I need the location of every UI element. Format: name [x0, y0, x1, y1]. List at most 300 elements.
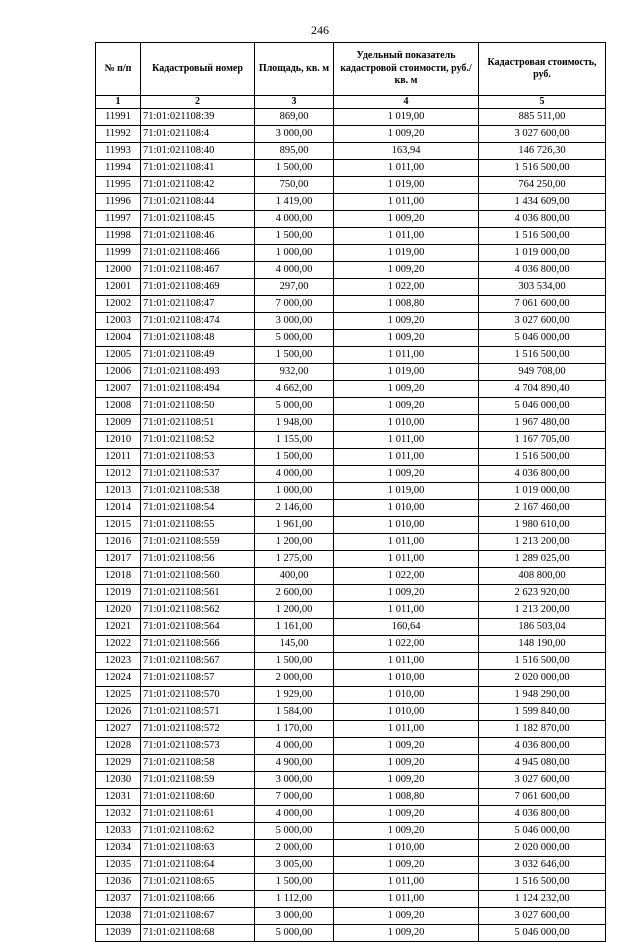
row-number-cell: 12006: [96, 364, 141, 381]
cadastral-value-cell: 1 213 200,00: [479, 602, 606, 619]
cadastral-value-cell: 146 726,30: [479, 143, 606, 160]
specific-value-cell: 1 009,20: [334, 857, 479, 874]
specific-value-cell: 1 009,20: [334, 398, 479, 415]
specific-value-cell: 1 010,00: [334, 687, 479, 704]
cadastral-number-cell: 71:01:021108:62: [141, 823, 255, 840]
table-header: [96, 43, 606, 109]
cadastral-table: [95, 42, 606, 942]
area-cell: 869,00: [255, 109, 334, 126]
cadastral-number-cell: 71:01:021108:63: [141, 840, 255, 857]
area-cell: 1 000,00: [255, 483, 334, 500]
area-cell: 3 000,00: [255, 908, 334, 925]
specific-value-cell: 1 010,00: [334, 517, 479, 534]
column-number-5: 5: [479, 96, 606, 109]
row-number-cell: 12017: [96, 551, 141, 568]
table-row: [96, 823, 606, 840]
row-number-cell: 12012: [96, 466, 141, 483]
cadastral-number-cell: 71:01:021108:561: [141, 585, 255, 602]
row-number-cell: 11992: [96, 126, 141, 143]
specific-value-cell: 163,94: [334, 143, 479, 160]
area-cell: 3 000,00: [255, 126, 334, 143]
cadastral-value-cell: 2 020 000,00: [479, 670, 606, 687]
area-cell: 4 000,00: [255, 738, 334, 755]
cadastral-value-cell: 4 036 800,00: [479, 262, 606, 279]
row-number-cell: 11991: [96, 109, 141, 126]
area-cell: 1 200,00: [255, 534, 334, 551]
row-number-cell: 12036: [96, 874, 141, 891]
row-number-cell: 11996: [96, 194, 141, 211]
specific-value-cell: 1 009,20: [334, 330, 479, 347]
cadastral-value-cell: 1 289 025,00: [479, 551, 606, 568]
specific-value-cell: 1 019,00: [334, 177, 479, 194]
row-number-cell: 12039: [96, 925, 141, 942]
row-number-cell: 11998: [96, 228, 141, 245]
cadastral-value-cell: 1 599 840,00: [479, 704, 606, 721]
area-cell: 5 000,00: [255, 823, 334, 840]
area-cell: 4 662,00: [255, 381, 334, 398]
area-cell: 1 155,00: [255, 432, 334, 449]
cadastral-number-cell: 71:01:021108:494: [141, 381, 255, 398]
cadastral-value-cell: 1 167 705,00: [479, 432, 606, 449]
cadastral-value-cell: 5 046 000,00: [479, 398, 606, 415]
table-row: [96, 177, 606, 194]
specific-value-cell: 1 019,00: [334, 245, 479, 262]
row-number-cell: 11997: [96, 211, 141, 228]
row-number-cell: 12010: [96, 432, 141, 449]
table-row: [96, 449, 606, 466]
row-number-cell: 12031: [96, 789, 141, 806]
table-row: [96, 313, 606, 330]
specific-value-cell: 1 009,20: [334, 925, 479, 942]
cadastral-number-cell: 71:01:021108:42: [141, 177, 255, 194]
cadastral-value-cell: 1 516 500,00: [479, 653, 606, 670]
cadastral-value-cell: 7 061 600,00: [479, 789, 606, 806]
cadastral-number-cell: 71:01:021108:66: [141, 891, 255, 908]
cadastral-number-cell: 71:01:021108:61: [141, 806, 255, 823]
area-cell: 1 500,00: [255, 347, 334, 364]
table-row: [96, 840, 606, 857]
table-row: [96, 279, 606, 296]
area-cell: 5 000,00: [255, 330, 334, 347]
row-number-cell: 12003: [96, 313, 141, 330]
row-number-cell: 12037: [96, 891, 141, 908]
area-cell: 932,00: [255, 364, 334, 381]
table-row: [96, 738, 606, 755]
specific-value-cell: 1 011,00: [334, 721, 479, 738]
cadastral-number-cell: 71:01:021108:57: [141, 670, 255, 687]
cadastral-value-cell: 303 534,00: [479, 279, 606, 296]
row-number-cell: 12038: [96, 908, 141, 925]
cadastral-number-cell: 71:01:021108:58: [141, 755, 255, 772]
specific-value-cell: 1 010,00: [334, 840, 479, 857]
cadastral-number-cell: 71:01:021108:44: [141, 194, 255, 211]
specific-value-cell: 1 008,80: [334, 296, 479, 313]
row-number-cell: 12016: [96, 534, 141, 551]
area-cell: 1 275,00: [255, 551, 334, 568]
area-cell: 1 000,00: [255, 245, 334, 262]
cadastral-number-cell: 71:01:021108:49: [141, 347, 255, 364]
specific-value-cell: 1 011,00: [334, 602, 479, 619]
cadastral-number-cell: 71:01:021108:572: [141, 721, 255, 738]
cadastral-number-cell: 71:01:021108:538: [141, 483, 255, 500]
row-number-cell: 12021: [96, 619, 141, 636]
area-cell: 1 500,00: [255, 228, 334, 245]
cadastral-number-cell: 71:01:021108:537: [141, 466, 255, 483]
specific-value-cell: 1 010,00: [334, 415, 479, 432]
cadastral-number-cell: 71:01:021108:54: [141, 500, 255, 517]
row-number-cell: 12018: [96, 568, 141, 585]
area-cell: 3 005,00: [255, 857, 334, 874]
area-cell: 1 419,00: [255, 194, 334, 211]
cadastral-value-cell: 1 980 610,00: [479, 517, 606, 534]
row-number-cell: 12013: [96, 483, 141, 500]
row-number-cell: 12014: [96, 500, 141, 517]
cadastral-value-cell: 408 800,00: [479, 568, 606, 585]
table-row: [96, 908, 606, 925]
specific-value-cell: 1 009,20: [334, 806, 479, 823]
table-row: [96, 245, 606, 262]
table-row: [96, 653, 606, 670]
area-cell: 297,00: [255, 279, 334, 296]
cadastral-number-cell: 71:01:021108:559: [141, 534, 255, 551]
cadastral-number-cell: 71:01:021108:67: [141, 908, 255, 925]
cadastral-value-cell: 1 124 232,00: [479, 891, 606, 908]
specific-value-cell: 1 019,00: [334, 364, 479, 381]
area-cell: 1 170,00: [255, 721, 334, 738]
cadastral-value-cell: 1 516 500,00: [479, 228, 606, 245]
cadastral-value-cell: 4 036 800,00: [479, 211, 606, 228]
table-row: [96, 517, 606, 534]
cadastral-value-cell: 2 167 460,00: [479, 500, 606, 517]
cadastral-value-cell: 5 046 000,00: [479, 823, 606, 840]
header-number: № п/п: [96, 43, 141, 96]
area-cell: 750,00: [255, 177, 334, 194]
table-row: [96, 364, 606, 381]
area-cell: 2 000,00: [255, 840, 334, 857]
table-row: [96, 228, 606, 245]
row-number-cell: 12005: [96, 347, 141, 364]
cadastral-number-cell: 71:01:021108:65: [141, 874, 255, 891]
cadastral-value-cell: 2 020 000,00: [479, 840, 606, 857]
cadastral-number-cell: 71:01:021108:573: [141, 738, 255, 755]
cadastral-number-cell: 71:01:021108:571: [141, 704, 255, 721]
cadastral-value-cell: 4 036 800,00: [479, 806, 606, 823]
specific-value-cell: 1 011,00: [334, 347, 479, 364]
table-row: [96, 432, 606, 449]
table-row: [96, 211, 606, 228]
specific-value-cell: 1 010,00: [334, 704, 479, 721]
specific-value-cell: 1 009,20: [334, 126, 479, 143]
table-row: [96, 347, 606, 364]
specific-value-cell: 1 009,20: [334, 738, 479, 755]
table-row: [96, 398, 606, 415]
cadastral-number-cell: 71:01:021108:60: [141, 789, 255, 806]
cadastral-value-cell: 1 019 000,00: [479, 483, 606, 500]
cadastral-value-cell: 4 945 080,00: [479, 755, 606, 772]
cadastral-value-cell: 949 708,00: [479, 364, 606, 381]
page-number: 246: [311, 23, 329, 37]
area-cell: 4 000,00: [255, 211, 334, 228]
specific-value-cell: 1 022,00: [334, 636, 479, 653]
row-number-cell: 12032: [96, 806, 141, 823]
column-number-2: 2: [141, 96, 255, 109]
column-number-4: 4: [334, 96, 479, 109]
cadastral-value-cell: 5 046 000,00: [479, 925, 606, 942]
row-number-cell: 12024: [96, 670, 141, 687]
table-row: [96, 755, 606, 772]
row-number-cell: 12035: [96, 857, 141, 874]
specific-value-cell: 1 011,00: [334, 874, 479, 891]
row-number-cell: 12034: [96, 840, 141, 857]
table-row: [96, 296, 606, 313]
cadastral-number-cell: 71:01:021108:4: [141, 126, 255, 143]
specific-value-cell: 1 019,00: [334, 483, 479, 500]
specific-value-cell: 1 009,20: [334, 908, 479, 925]
cadastral-value-cell: 1 516 500,00: [479, 874, 606, 891]
cadastral-value-cell: 4 704 890,40: [479, 381, 606, 398]
specific-value-cell: 160,64: [334, 619, 479, 636]
row-number-cell: 12022: [96, 636, 141, 653]
table-row: [96, 160, 606, 177]
cadastral-number-cell: 71:01:021108:56: [141, 551, 255, 568]
cadastral-value-cell: 3 027 600,00: [479, 126, 606, 143]
row-number-cell: 12002: [96, 296, 141, 313]
specific-value-cell: 1 009,20: [334, 772, 479, 789]
cadastral-number-cell: 71:01:021108:469: [141, 279, 255, 296]
area-cell: 7 000,00: [255, 789, 334, 806]
row-number-cell: 12023: [96, 653, 141, 670]
cadastral-value-cell: 186 503,04: [479, 619, 606, 636]
area-cell: 5 000,00: [255, 925, 334, 942]
cadastral-number-cell: 71:01:021108:560: [141, 568, 255, 585]
row-number-cell: 12007: [96, 381, 141, 398]
table-row: [96, 789, 606, 806]
row-number-cell: 12026: [96, 704, 141, 721]
table-row: [96, 194, 606, 211]
cadastral-value-cell: 7 061 600,00: [479, 296, 606, 313]
row-number-cell: 11993: [96, 143, 141, 160]
table-row: [96, 636, 606, 653]
cadastral-number-cell: 71:01:021108:68: [141, 925, 255, 942]
table-row: [96, 585, 606, 602]
row-number-cell: 12030: [96, 772, 141, 789]
area-cell: 1 584,00: [255, 704, 334, 721]
specific-value-cell: 1 008,80: [334, 789, 479, 806]
cadastral-value-cell: 148 190,00: [479, 636, 606, 653]
cadastral-number-cell: 71:01:021108:59: [141, 772, 255, 789]
cadastral-value-cell: 4 036 800,00: [479, 466, 606, 483]
table-row: [96, 381, 606, 398]
row-number-cell: 12004: [96, 330, 141, 347]
cadastral-value-cell: 1 516 500,00: [479, 160, 606, 177]
cadastral-value-cell: 1 967 480,00: [479, 415, 606, 432]
specific-value-cell: 1 011,00: [334, 551, 479, 568]
specific-value-cell: 1 011,00: [334, 194, 479, 211]
area-cell: 1 500,00: [255, 160, 334, 177]
table-row: [96, 704, 606, 721]
cadastral-number-cell: 71:01:021108:466: [141, 245, 255, 262]
table-row: [96, 262, 606, 279]
area-cell: 2 600,00: [255, 585, 334, 602]
cadastral-number-cell: 71:01:021108:51: [141, 415, 255, 432]
table-row: [96, 143, 606, 160]
table-row: [96, 721, 606, 738]
row-number-cell: 11999: [96, 245, 141, 262]
header-specific-value: Удельный показатель кадастровой стоимости, руб./кв. м: [334, 43, 479, 96]
table-row: [96, 619, 606, 636]
area-cell: 1 929,00: [255, 687, 334, 704]
table-row: [96, 330, 606, 347]
table-row: [96, 551, 606, 568]
area-cell: 1 500,00: [255, 449, 334, 466]
row-number-cell: 12025: [96, 687, 141, 704]
specific-value-cell: 1 019,00: [334, 109, 479, 126]
area-cell: 4 000,00: [255, 466, 334, 483]
cadastral-value-cell: 3 027 600,00: [479, 908, 606, 925]
row-number-cell: 12028: [96, 738, 141, 755]
area-cell: 895,00: [255, 143, 334, 160]
table-row: [96, 126, 606, 143]
table-row: [96, 415, 606, 432]
row-number-cell: 11995: [96, 177, 141, 194]
table-row: [96, 109, 606, 126]
cadastral-number-cell: 71:01:021108:567: [141, 653, 255, 670]
table-row: [96, 687, 606, 704]
cadastral-number-cell: 71:01:021108:39: [141, 109, 255, 126]
row-number-cell: 12029: [96, 755, 141, 772]
cadastral-number-cell: 71:01:021108:566: [141, 636, 255, 653]
row-number-cell: 12009: [96, 415, 141, 432]
cadastral-value-cell: 1 516 500,00: [479, 347, 606, 364]
row-number-cell: 12033: [96, 823, 141, 840]
cadastral-value-cell: 2 623 920,00: [479, 585, 606, 602]
area-cell: 1 961,00: [255, 517, 334, 534]
table-row: [96, 874, 606, 891]
table-row: [96, 500, 606, 517]
cadastral-value-cell: 1 213 200,00: [479, 534, 606, 551]
row-number-cell: 11994: [96, 160, 141, 177]
specific-value-cell: 1 011,00: [334, 449, 479, 466]
area-cell: 2 000,00: [255, 670, 334, 687]
specific-value-cell: 1 009,20: [334, 466, 479, 483]
area-cell: 4 000,00: [255, 262, 334, 279]
cadastral-number-cell: 71:01:021108:41: [141, 160, 255, 177]
cadastral-number-cell: 71:01:021108:64: [141, 857, 255, 874]
area-cell: 5 000,00: [255, 398, 334, 415]
header-cadastral-value: Кадастровая стоимость, руб.: [479, 43, 606, 96]
table-row: [96, 568, 606, 585]
cadastral-number-cell: 71:01:021108:53: [141, 449, 255, 466]
specific-value-cell: 1 022,00: [334, 568, 479, 585]
cadastral-value-cell: 764 250,00: [479, 177, 606, 194]
area-cell: 145,00: [255, 636, 334, 653]
table-row: [96, 534, 606, 551]
row-number-cell: 12027: [96, 721, 141, 738]
cadastral-value-cell: 1 948 290,00: [479, 687, 606, 704]
table-row: [96, 772, 606, 789]
cadastral-number-cell: 71:01:021108:52: [141, 432, 255, 449]
table-row: [96, 602, 606, 619]
header-cadastral-number: Кадастровый номер: [141, 43, 255, 96]
table-row: [96, 806, 606, 823]
cadastral-value-cell: 3 032 646,00: [479, 857, 606, 874]
header-area: Площадь, кв. м: [255, 43, 334, 96]
specific-value-cell: 1 011,00: [334, 228, 479, 245]
specific-value-cell: 1 010,00: [334, 670, 479, 687]
area-cell: 1 200,00: [255, 602, 334, 619]
cadastral-value-cell: 5 046 000,00: [479, 330, 606, 347]
cadastral-number-cell: 71:01:021108:50: [141, 398, 255, 415]
area-cell: 3 000,00: [255, 772, 334, 789]
table-row: [96, 925, 606, 942]
specific-value-cell: 1 009,20: [334, 585, 479, 602]
cadastral-value-cell: 1 182 870,00: [479, 721, 606, 738]
cadastral-value-cell: 4 036 800,00: [479, 738, 606, 755]
cadastral-number-cell: 71:01:021108:55: [141, 517, 255, 534]
cadastral-value-cell: 1 434 609,00: [479, 194, 606, 211]
cadastral-value-cell: 3 027 600,00: [479, 772, 606, 789]
row-number-cell: 12020: [96, 602, 141, 619]
specific-value-cell: 1 009,20: [334, 313, 479, 330]
area-cell: 1 948,00: [255, 415, 334, 432]
area-cell: 1 161,00: [255, 619, 334, 636]
specific-value-cell: 1 009,20: [334, 211, 479, 228]
table-row: [96, 466, 606, 483]
specific-value-cell: 1 009,20: [334, 823, 479, 840]
specific-value-cell: 1 011,00: [334, 432, 479, 449]
area-cell: 2 146,00: [255, 500, 334, 517]
area-cell: 1 500,00: [255, 653, 334, 670]
specific-value-cell: 1 011,00: [334, 160, 479, 177]
specific-value-cell: 1 009,20: [334, 381, 479, 398]
table-row: [96, 857, 606, 874]
cadastral-number-cell: 71:01:021108:47: [141, 296, 255, 313]
cadastral-value-cell: 1 019 000,00: [479, 245, 606, 262]
cadastral-number-cell: 71:01:021108:467: [141, 262, 255, 279]
cadastral-value-cell: 3 027 600,00: [479, 313, 606, 330]
cadastral-number-cell: 71:01:021108:570: [141, 687, 255, 704]
cadastral-value-cell: 885 511,00: [479, 109, 606, 126]
column-number-1: 1: [96, 96, 141, 109]
cadastral-number-cell: 71:01:021108:564: [141, 619, 255, 636]
cadastral-number-cell: 71:01:021108:46: [141, 228, 255, 245]
specific-value-cell: 1 010,00: [334, 500, 479, 517]
cadastral-number-cell: 71:01:021108:48: [141, 330, 255, 347]
row-number-cell: 12000: [96, 262, 141, 279]
cadastral-number-cell: 71:01:021108:45: [141, 211, 255, 228]
area-cell: 4 900,00: [255, 755, 334, 772]
specific-value-cell: 1 011,00: [334, 891, 479, 908]
row-number-cell: 12001: [96, 279, 141, 296]
specific-value-cell: 1 022,00: [334, 279, 479, 296]
specific-value-cell: 1 009,20: [334, 755, 479, 772]
area-cell: 400,00: [255, 568, 334, 585]
row-number-cell: 12015: [96, 517, 141, 534]
row-number-cell: 12011: [96, 449, 141, 466]
cadastral-number-cell: 71:01:021108:40: [141, 143, 255, 160]
table-row: [96, 483, 606, 500]
cadastral-number-cell: 71:01:021108:474: [141, 313, 255, 330]
specific-value-cell: 1 009,20: [334, 262, 479, 279]
table-row: [96, 670, 606, 687]
area-cell: 7 000,00: [255, 296, 334, 313]
cadastral-number-cell: 71:01:021108:562: [141, 602, 255, 619]
row-number-cell: 12008: [96, 398, 141, 415]
table-body: [96, 109, 606, 942]
specific-value-cell: 1 011,00: [334, 534, 479, 551]
row-number-cell: 12019: [96, 585, 141, 602]
cadastral-number-cell: 71:01:021108:493: [141, 364, 255, 381]
